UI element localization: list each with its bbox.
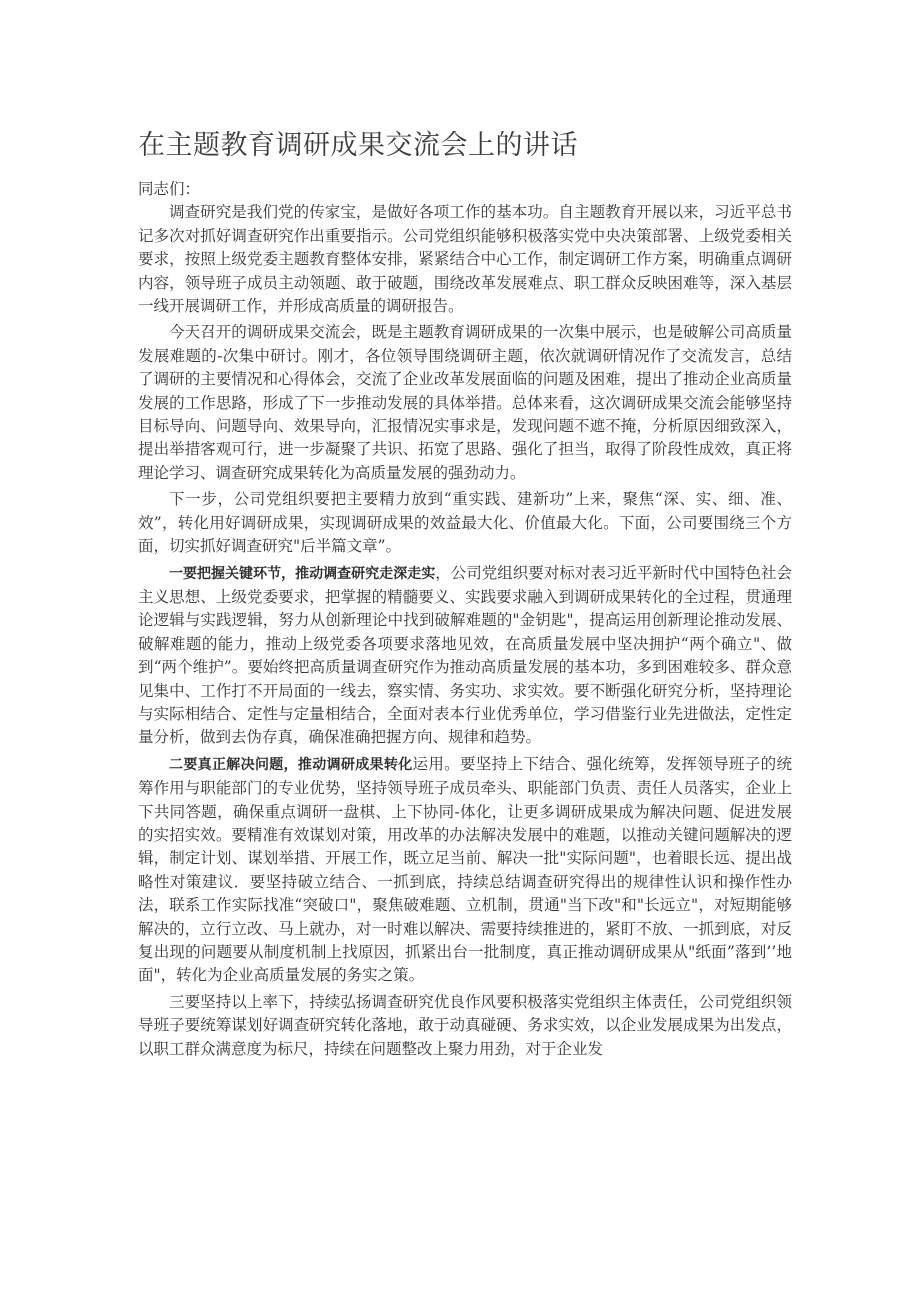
paragraph-text: 调查研究是我们党的传家宝，是做好各项工作的基本功。自主题教育开展以来，习近平总书记多次对抓好调查研究作出重要指示。公司党组织能够积极落实党中央决策部署、上级党委相关要求，按照上级党委主题教育整体安排，紧紧结合中心工作，制定调研工作方案，明确重点调研内容，领导班子成员主动领题、敢于破题，围绕改革发展难点、职工群众反映困难等，深入基层一线开展调研工作，并形成高质量的调研报告。 (138, 203, 792, 316)
paragraph-text: 三要坚持以上率下，持续弘扬调查研究优良作风要积极落实党组织主体责任，公司党组织领导班子要统筹谋划好调查研究转化落地，敢于动真碰硬、务求实效，以企业发展成果为出发点，以职工群众满意度为标尺，持续在问题整改上聚力用劲，对于企业发 (138, 992, 792, 1058)
paragraph-text: 下一步，公司党组织要把主要精力放到“重实践、建新功”上来，聚焦“深、实、细、准、效”，转化用好调研成果，实现调研成果的效益最大化、价值最大化。下面，公司要围绕三个方面，切实抓好调查研究"后半篇文章”。 (138, 490, 792, 556)
document-title: 在主题教育调研成果交流会上的讲话 (138, 130, 578, 161)
salutation: 同志们： (138, 180, 201, 198)
paragraph-text: 今天召开的调研成果交流会，既是主题教育调研成果的一次集中展示，也是破解公司高质量发展难题的-次集中研讨。刚才，各位领导围绕调研主题，依次就调研情况作了交流发言，总结了调研的主要情况和心得体会，交流了企业改革发展面临的问题及困难，提出了推动企业高质量发展的工作思路，形成了下一步推动发展的具体举措。总体来看，这次调研成果交流会能够坚持目标导向、问题导向、效果导向，汇报情况实事求是，发现问题不遮不掩，分析原因细致深入，提出举措客观可行，进一步凝聚了共识、拓宽了思路、强化了担当，取得了阶段性成效，真正将理论学习、调查研究成果转化为高质量发展的强劲动力。 (138, 323, 792, 482)
paragraph-lead: 一要把握关键环节，推动调查研究走深走实 (169, 565, 436, 582)
body-paragraph-2 (138, 321, 792, 485)
paragraph-text: ，公司党组织要对标对表习近平新时代中国特色社会主义思想、上级党委要求，把掌握的精髓要义、实践要求融入到调研成果转化的全过程，贯通理论逻辑与实践逻辑，努力从创新理论中找到破解难题的"金钥匙"，提高运用创新理论推动发展、破解难题的能力，推动上级党委各项要求落地见效，在高质量发展中坚决拥护“两个确立"、做到“两个维护”。要始终把高质量调查研究作为推动高质量发展的基本功，多到困难较多、群众意见集中、工作打不开局面的一线去，察实情、务实功、求实效。要不断强化研究分析，坚持理论与实际相结合、定性与定量相结合，全面对表本行业优秀单位，学习借鉴行业先进做法，定性定量分析，做到去伪存真，确保准确把握方向、规律和趋势。 (138, 563, 792, 747)
body-paragraph-4 (138, 562, 792, 750)
paragraph-lead: 二要真正解决问题，推动调研成果转化 (169, 756, 413, 773)
body-paragraph-1 (138, 201, 792, 318)
document-page (138, 128, 792, 1064)
body-paragraph-6 (138, 991, 792, 1061)
body-paragraph-3 (138, 488, 792, 558)
paragraph-text: 运用。要坚持上下结合、强化统筹，发挥领导班子的统筹作用与职能部门的专业优势，坚持领导班子成员牵头、职能部门负责、责任人员落实，企业上下共同答题，确保重点调研一盘棋、上下协同-体化，让更多调研成果成为解决问题、促进发展的实招实效。要精准有效谋划对策，用改革的办法解决发展中的难题，以推动关键问题解决的逻辑，制定计划、谋划举措、开展工作，既立足当前、解决一批"实际问题"，也着眼长远、提出战略性对策建议．要坚持破立结合、一抓到底，持续总结调查研究得出的规律性认识和操作性办法，联系工作实际找准“突破口"，聚焦破难题、立机制，贯通"当下改"和"长远立"，对短期能够解决的，立行立改、马上就办，对一时难以解决、需要持续推进的，紧盯不放、一抓到底，对反复出现的问题要从制度机制上找原因，抓紧出台一批制度，真正推动调研成果从"纸面”落到’’地面"，转化为企业高质量发展的务实之策。 (138, 754, 792, 985)
body-paragraph-5 (138, 753, 792, 988)
